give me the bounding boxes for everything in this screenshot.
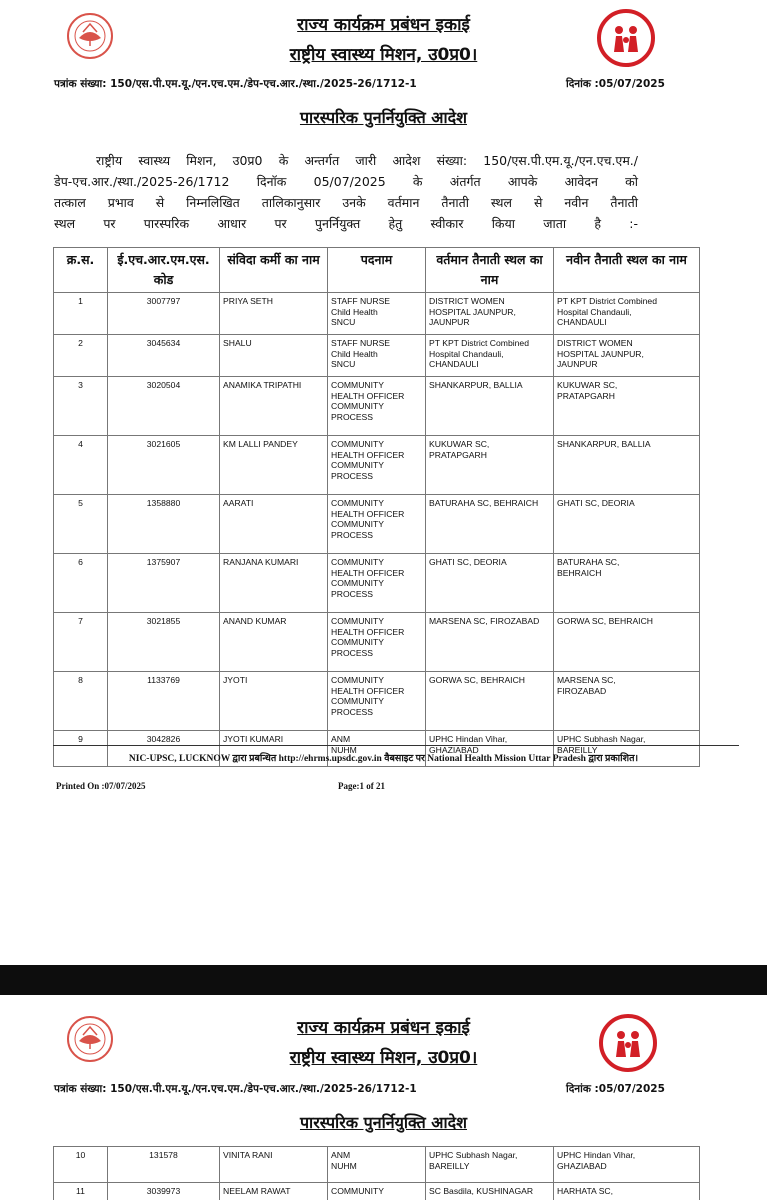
table-row xyxy=(54,335,700,377)
cell-new-posting: GORWA SC, BEHRAICH xyxy=(554,613,700,672)
cell-name: RANJANA KUMARI xyxy=(220,554,328,613)
table-row xyxy=(54,672,700,731)
body-line-1: राष्ट्रीय स्वास्थ्य मिशन, उ0प्र0 के अन्तर्गत जारी आदेश संख्या: 150/एस.पी.एम.यू./एन.एच.एम./ xyxy=(96,153,638,168)
cell-current-posting: UPHC Subhash Nagar, BAREILLY xyxy=(426,1147,554,1183)
cell-code: 3042826 xyxy=(108,731,220,767)
order-title: पारस्परिक पुनर्नियुक्ति आदेश xyxy=(299,108,468,127)
cell-name: VINITA RANI xyxy=(220,1147,328,1183)
mission-title: राष्ट्रीय स्वास्थ्य मिशन, उ0प्र0। xyxy=(289,1048,478,1068)
cell-name: ANAMIKA TRIPATHI xyxy=(220,377,328,436)
table-row xyxy=(54,495,700,554)
cell-new-posting: UPHC Hindan Vihar, GHAZIABAD xyxy=(554,1147,700,1183)
cell-name: JYOTI KUMARI xyxy=(220,731,328,767)
cell-current-posting: SC Basdila, KUSHINAGAR xyxy=(426,1183,554,1200)
cell-current-posting: MARSENA SC, FIROZABAD xyxy=(426,613,554,672)
nhm-logo-icon xyxy=(598,1013,658,1073)
cell-current-posting: KUKUWAR SC, PRATAPGARH xyxy=(426,436,554,495)
cell-code: 1133769 xyxy=(108,672,220,731)
table-body xyxy=(54,1147,700,1200)
cell-current-posting: DISTRICT WOMEN HOSPITAL JAUNPUR, JAUNPUR xyxy=(426,293,554,335)
order-date: दिनांक :05/07/2025 xyxy=(566,78,665,90)
cell-current-posting: UPHC Hindan Vihar, GHAZIABAD xyxy=(426,731,554,767)
cell-designation: COMMUNITY HEALTH OFFICER COMMUNITY PROCESS xyxy=(328,613,426,672)
body-line-4: स्थल पर पारस्परिक आधार पर पुनर्नियुक्त हेतु स्वीकार किया जाता है :- xyxy=(54,216,638,231)
body-line-3: तत्काल प्रभाव से निम्नलिखित तालिकानुसार उनके वर्तमान तैनाती स्थल से नवीन तैनाती xyxy=(54,195,638,210)
cell-new-posting: KUKUWAR SC, PRATAPGARH xyxy=(554,377,700,436)
table-row xyxy=(54,436,700,495)
col-header-code: ई.एच.आर.एम.एस. कोड xyxy=(108,248,220,293)
cell-designation: COMMUNITY HEALTH OFFICER COMMUNITY PROCESS xyxy=(328,377,426,436)
reference-number: पत्रांक संख्या: 150/एस.पी.एम.यू./एन.एच.एम./डेप-एच.आर./स्था./2025-26/1712-1 xyxy=(54,1083,417,1095)
office-title: राज्य कार्यक्रम प्रबंधन इकाई xyxy=(297,15,470,35)
col-header-designation: पदनाम xyxy=(328,248,426,293)
table-row xyxy=(54,554,700,613)
mission-title: राष्ट्रीय स्वास्थ्य मिशन, उ0प्र0। xyxy=(289,45,478,65)
cell-name: ANAND KUMAR xyxy=(220,613,328,672)
col-header-current-posting: वर्तमान तैनाती स्थल का नाम xyxy=(426,248,554,293)
cell-serial: 3 xyxy=(54,377,108,436)
col-header-new-posting: नवीन तैनाती स्थल का नाम xyxy=(554,248,700,293)
publish-line: NIC-UPSC, LUCKNOW द्वारा प्रबन्धित http://ehrms.upsdc.gov.in वैबसाइट पर National Health Mission Uttar Pradesh द्वारा प्रकाशित। xyxy=(128,754,639,764)
cell-new-posting: GHATI SC, DEORIA xyxy=(554,495,700,554)
cell-code: 1375907 xyxy=(108,554,220,613)
cell-code: 3045634 xyxy=(108,335,220,377)
reference-number: पत्रांक संख्या: 150/एस.पी.एम.यू./एन.एच.एम./डेप-एच.आर./स्था./2025-26/1712-1 xyxy=(54,78,417,90)
cell-code: 3007797 xyxy=(108,293,220,335)
cell-designation: COMMUNITY HEALTH OFFICER COMMUNITY PROCESS xyxy=(328,436,426,495)
transfer-table-continued xyxy=(53,1146,700,1200)
cell-current-posting: GORWA SC, BEHRAICH xyxy=(426,672,554,731)
cell-current-posting: BATURAHA SC, BEHRAICH xyxy=(426,495,554,554)
cell-code: 3021855 xyxy=(108,613,220,672)
cell-designation: STAFF NURSE Child Health SNCU xyxy=(328,293,426,335)
cell-new-posting: HARHATA SC, xyxy=(554,1183,700,1200)
col-header-name: संविदा कर्मी का नाम xyxy=(220,248,328,293)
cell-designation: STAFF NURSE Child Health SNCU xyxy=(328,335,426,377)
cell-serial: 1 xyxy=(54,293,108,335)
table-header-row xyxy=(54,248,700,293)
cell-code: 1358880 xyxy=(108,495,220,554)
table-row xyxy=(54,613,700,672)
cell-serial: 8 xyxy=(54,672,108,731)
table-body xyxy=(54,293,700,767)
cell-code: 3020504 xyxy=(108,377,220,436)
nhm-logo-icon xyxy=(596,8,656,68)
transfer-table xyxy=(53,247,700,767)
document-page-2 xyxy=(0,995,767,1200)
cell-current-posting: SHANKARPUR, BALLIA xyxy=(426,377,554,436)
cell-designation: COMMUNITY HEALTH OFFICER COMMUNITY PROCESS xyxy=(328,554,426,613)
cell-new-posting: DISTRICT WOMEN HOSPITAL JAUNPUR, JAUNPUR xyxy=(554,335,700,377)
order-date: दिनांक :05/07/2025 xyxy=(566,1083,665,1095)
cell-name: AARATI xyxy=(220,495,328,554)
cell-designation: COMMUNITY xyxy=(328,1183,426,1200)
cell-new-posting: MARSENA SC, FIROZABAD xyxy=(554,672,700,731)
table-row xyxy=(54,293,700,335)
cell-new-posting: SHANKARPUR, BALLIA xyxy=(554,436,700,495)
cell-serial: 10 xyxy=(54,1147,108,1183)
cell-designation: ANM NUHM xyxy=(328,1147,426,1183)
cell-serial: 11 xyxy=(54,1183,108,1200)
cell-name: NEELAM RAWAT xyxy=(220,1183,328,1200)
order-body-paragraph xyxy=(54,150,638,234)
office-title: राज्य कार्यक्रम प्रबंधन इकाई xyxy=(297,1018,470,1038)
cell-designation: COMMUNITY HEALTH OFFICER COMMUNITY PROCESS xyxy=(328,672,426,731)
cell-serial: 7 xyxy=(54,613,108,672)
cell-current-posting: GHATI SC, DEORIA xyxy=(426,554,554,613)
printed-on: Printed On :07/07/2025 xyxy=(56,781,146,791)
order-title: पारस्परिक पुनर्नियुक्ति आदेश xyxy=(299,1113,468,1132)
cell-serial: 4 xyxy=(54,436,108,495)
cell-name: PRIYA SETH xyxy=(220,293,328,335)
cell-new-posting: PT KPT District Combined Hospital Chandauli, CHANDAULI xyxy=(554,293,700,335)
cell-serial: 9 xyxy=(54,731,108,767)
table-row xyxy=(54,1183,700,1200)
cell-code: 131578 xyxy=(108,1147,220,1183)
page-number: Page:1 of 21 xyxy=(338,781,385,791)
cell-name: KM LALLI PANDEY xyxy=(220,436,328,495)
cell-name: JYOTI xyxy=(220,672,328,731)
cell-new-posting: UPHC Subhash Nagar, BAREILLY xyxy=(554,731,700,767)
cell-designation: COMMUNITY HEALTH OFFICER COMMUNITY PROCESS xyxy=(328,495,426,554)
footer-divider xyxy=(53,745,739,746)
cell-name: SHALU xyxy=(220,335,328,377)
cell-new-posting: BATURAHA SC, BEHRAICH xyxy=(554,554,700,613)
col-header-serial: क्र.स. xyxy=(54,248,108,293)
cell-current-posting: PT KPT District Combined Hospital Chandauli, CHANDAULI xyxy=(426,335,554,377)
cell-code: 3039973 xyxy=(108,1183,220,1200)
cell-code: 3021605 xyxy=(108,436,220,495)
cell-serial: 6 xyxy=(54,554,108,613)
table-row xyxy=(54,377,700,436)
table-row xyxy=(54,1147,700,1183)
cell-serial: 5 xyxy=(54,495,108,554)
cell-designation: ANM NUHM xyxy=(328,731,426,767)
page-separator xyxy=(0,965,767,995)
body-line-2: डेप-एच.आर./स्था./2025-26/1712 दिनॉक 05/07/2025 के अंतर्गत आपके आवेदन को xyxy=(54,174,638,189)
cell-serial: 2 xyxy=(54,335,108,377)
